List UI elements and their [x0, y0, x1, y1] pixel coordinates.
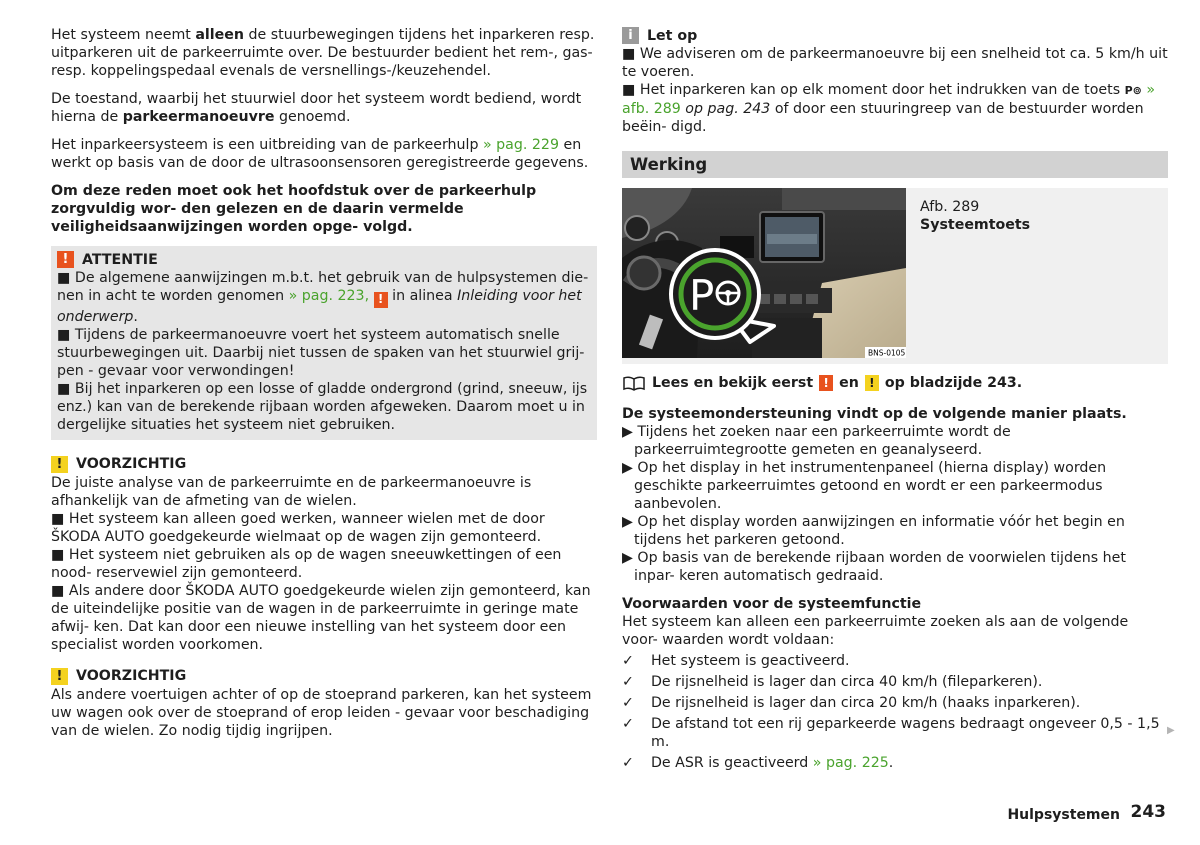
- list-item: ▶ Tijdens het zoeken naar een parkeerruimte wordt de parkeerruimtegrootte gemeten en geanalyseerd.: [622, 424, 1011, 458]
- page-link-225[interactable]: » pag. 225: [812, 755, 889, 771]
- attentie-bullet-2: ■ Tijdens de parkeermanoeuvre voert het systeem automatisch snelle stuurbewegingen uit. Daarbij niet tussen de spaken van het stuurwiel grij- pen - gevaar voor verwondingen!: [57, 326, 585, 379]
- figure-caption: [906, 188, 1030, 364]
- page-link-229[interactable]: » pag. 229: [482, 137, 559, 153]
- attentie-title: ATTENTIE: [82, 251, 158, 268]
- voorzichtig-bullet-1: ■ Het systeem kan alleen goed werken, wanneer wielen met de door ŠKODA AUTO goedgekeurde wielmaat op de wagen zijn gemonteerd.: [51, 510, 545, 545]
- list-item: ▶ Op het display worden aanwijzingen en informatie vóór het begin en tijdens het parkeren getoond.: [622, 514, 1125, 548]
- support-list: [622, 423, 1168, 585]
- caution-icon: !: [51, 456, 68, 473]
- attentie-notice: [51, 246, 597, 440]
- book-icon: [622, 375, 646, 391]
- voorzichtig-notice-wheels: [51, 455, 597, 654]
- caution-icon: !: [865, 375, 879, 391]
- let-op-title: Let op: [647, 27, 698, 44]
- info-icon: i: [622, 27, 639, 44]
- attentie-header: [57, 250, 591, 269]
- check-icon: ✓: [622, 674, 634, 690]
- voorzichtig-title: VOORZICHTIG: [76, 456, 187, 472]
- section-title: Werking: [622, 151, 1168, 178]
- conditions-list: [622, 652, 1168, 772]
- let-op-note: [622, 26, 1168, 136]
- right-column: [622, 26, 1168, 775]
- check-icon: ✓: [622, 695, 634, 711]
- park-assist-button-label: P: [689, 271, 715, 320]
- voorzichtig-header: [51, 455, 597, 474]
- voorzichtig-text: Als andere voertuigen achter of op de stoeprand parkeren, kan het systeem uw wagen ook over de stoeprand of erop leiden - gevaar voor beschadiging van de wielen. Zo nodig tijdig ingrijpen.: [51, 686, 592, 739]
- check-icon: ✓: [622, 716, 634, 732]
- let-op-bullet-2: ■ Het inparkeren kan op elk moment door het indrukken van de toets P⊚ » afb. 289 op pag. 243 of door een stuuringreep van de bestuurder worden beëin- digd.: [622, 82, 1156, 135]
- check-icon: ✓: [622, 755, 634, 771]
- paragraph-extension-of-parking-aid: Het inparkeersysteem is een uitbreiding van de parkeerhulp » pag. 229 en werkt op basis van de door de ultrasoonsensoren geregistreerde gegevens.: [51, 137, 589, 171]
- list-item: ▶ Op het display in het instrumentenpaneel (hierna display) worden geschikte parkeerruimtes getoond en wordt er een parkeermodus aanbevolen.: [622, 460, 1107, 512]
- voorzichtig-title: VOORZICHTIG: [76, 668, 187, 684]
- read-first-line: Lees en bekijk eerst ! en ! op bladzijde 243.: [622, 374, 1168, 392]
- figure-link-289[interactable]: » afb. 289: [622, 82, 1156, 117]
- dashboard-photo: [622, 188, 906, 358]
- paragraph-parking-manoeuvre: De toestand, waarbij het stuurwiel door het systeem wordt bediend, wordt hierna de parkeermanoeuvre genoemd.: [51, 91, 582, 125]
- conditions-intro: Het systeem kan alleen een parkeerruimte zoeken als aan de volgende voor- waarden wordt voldaan:: [622, 614, 1129, 648]
- voorzichtig-text: De juiste analyse van de parkeerruimte en de parkeermanoeuvre is afhankelijk van de afmeting van de wielen.: [51, 474, 532, 509]
- attentie-bullet-3: ■ Bij het inparkeren op een losse of gladde ondergrond (grind, sneeuw, ijs enz.) kan van de berekende rijbaan worden afgeweken. Daarom moet u in dergelijke situaties het systeem niet gebruiken.: [57, 380, 588, 433]
- danger-icon: !: [57, 251, 74, 268]
- voorzichtig-header: [51, 667, 597, 686]
- danger-icon: !: [819, 375, 833, 391]
- page-link-223[interactable]: » pag. 223,: [288, 288, 370, 304]
- conditions-heading: Voorwaarden voor de systeemfunctie: [622, 596, 922, 612]
- paragraph-system-takes-over: Het systeem neemt alleen de stuurbewegingen tijdens het inparkeren resp. uitparkeren uit de parkeerruimte over. De bestuurder bedient het rem-, gas- resp. koppelingspedaal evenals de versnellings-/keuzehendel.: [51, 27, 595, 79]
- voorzichtig-notice-curb: [51, 667, 597, 740]
- condition-item: ✓ De afstand tot een rij geparkeerde wagens bedraagt ongeveer 0,5 - 1,5 m.: [622, 716, 1160, 750]
- left-column: [51, 26, 597, 753]
- condition-item: ✓ Het systeem is geactiveerd.: [622, 653, 850, 669]
- list-item: ▶ Op basis van de berekende rijbaan worden de voorwielen tijdens het inpar- keren automatisch gedraaid.: [622, 550, 1126, 584]
- footer-chapter-title: Hulpsystemen: [1007, 807, 1120, 823]
- paragraph-read-parking-aid-chapter: Om deze reden moet ook het hoofdstuk over de parkeerhulp zorgvuldig wor- den gelezen en de daarin vermelde veiligheidsaanwijzingen worden opge- volgd.: [51, 183, 537, 235]
- let-op-bullet-1: ■ We adviseren om de parkeermanoeuvre bij een snelheid tot ca. 5 km/h uit te voeren.: [622, 46, 1168, 80]
- figure-289: [622, 188, 1168, 364]
- park-assist-key-icon: P⊚: [1124, 84, 1142, 97]
- attentie-bullet-1: ■ De algemene aanwijzingen m.b.t. het gebruik van de hulpsystemen die- nen in acht te worden genomen » pag. 223, ! in alinea Inleiding voor het onderwerp.: [57, 270, 589, 325]
- figure-number: Afb. 289: [920, 199, 980, 215]
- danger-icon: !: [374, 292, 388, 308]
- caution-icon: !: [51, 668, 68, 685]
- image-code: BNS-0105: [868, 348, 906, 358]
- page-number: 243: [1130, 802, 1166, 822]
- dashboard-illustration: [622, 188, 906, 358]
- voorzichtig-bullet-3: ■ Als andere door ŠKODA AUTO goedgekeurde wielen zijn gemonteerd, kan de uiteindelijke positie van de wagen in de parkeerruimte in geringe mate afwij- ken. Dat kan door een nieuwe instelling van het systeem door een specialist worden voorkomen.: [51, 582, 591, 653]
- voorzichtig-bullet-2: ■ Het systeem niet gebruiken als op de wagen sneeuwkettingen of een nood- reservewiel zijn gemonteerd.: [51, 546, 562, 581]
- check-icon: ✓: [622, 653, 634, 669]
- condition-item: ✓ De ASR is geactiveerd » pag. 225.: [622, 755, 894, 771]
- condition-item: ✓ De rijsnelheid is lager dan circa 20 km/h (haaks inparkeren).: [622, 695, 1081, 711]
- continue-arrow-icon: ▶: [1167, 725, 1175, 736]
- condition-item: ✓ De rijsnelheid is lager dan circa 40 km/h (fileparkeren).: [622, 674, 1043, 690]
- let-op-header: [622, 26, 1168, 45]
- support-heading: De systeemondersteuning vindt op de volgende manier plaats.: [622, 406, 1127, 422]
- figure-title: Systeemtoets: [920, 217, 1031, 233]
